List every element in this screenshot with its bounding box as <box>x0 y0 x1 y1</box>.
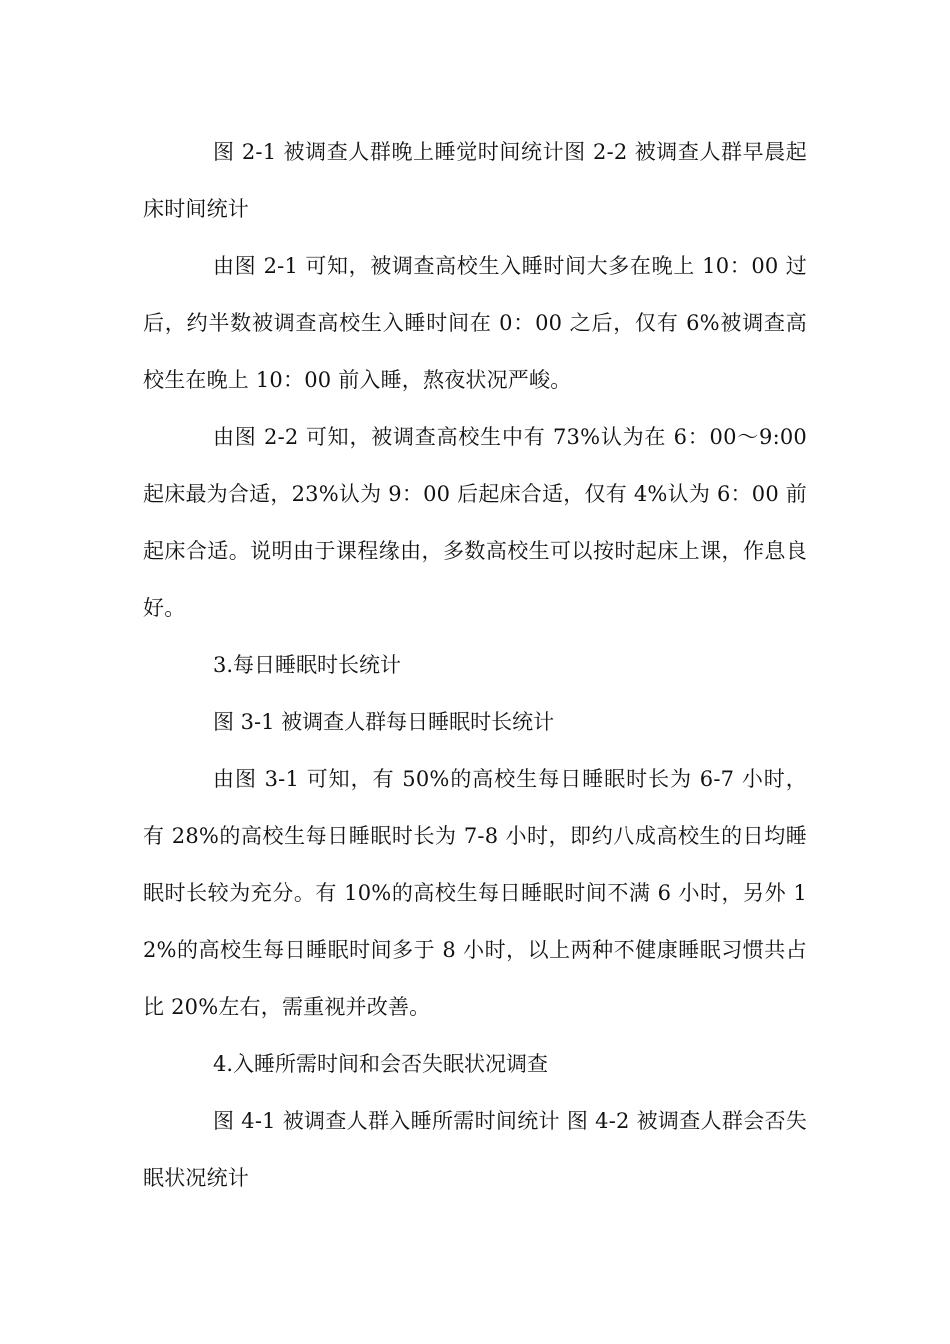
paragraph-figure-2-1-analysis: 由图 2-1 可知，被调查高校生入睡时间大多在晚上 10：00 过后，约半数被调查高校生入睡时间在 0：00 之后，仅有 6%被调查高校生在晚上 10：00 前入睡，熬夜状况严峻。 <box>143 254 807 392</box>
paragraph-figure-2-2-analysis: 由图 2-2 可知，被调查高校生中有 73%认为在 6：00～9:00 起床最为合适，23%认为 9：00 后起床合适，仅有 4%认为 6：00 前起床合适。说明由于课程缘由，多数高校生可以按时起床上课，作息良好。 <box>143 425 807 620</box>
paragraph-figure-3-1-analysis: 由图 3-1 可知，有 50%的高校生每日睡眠时长为 6-7 小时，有 28%的高校生每日睡眠时长为 7-8 小时，即约八成高校生的日均睡眠时长较为充分。有 10%的高校生每日睡眠时间不满 6 小时，另外 12%的高校生每日睡眠时间多于 8 小时，以上两种不健康睡眠习惯共占比 20%左右，需重视并改善。 <box>143 767 807 1019</box>
section-heading-3: 3.每日睡眠时长统计 <box>213 653 402 677</box>
section-heading-4: 4.入睡所需时间和会否失眠状况调查 <box>213 1052 549 1076</box>
figure-caption-2-1-2-2: 图 2-1 被调查人群晚上睡觉时间统计图 2-2 被调查人群早晨起床时间统计 <box>143 140 807 221</box>
figure-caption-4-1-4-2: 图 4-1 被调查人群入睡所需时间统计 图 4-2 被调查人群会否失眠状况统计 <box>143 1109 807 1190</box>
figure-caption-3-1: 图 3-1 被调查人群每日睡眠时长统计 <box>213 710 555 734</box>
